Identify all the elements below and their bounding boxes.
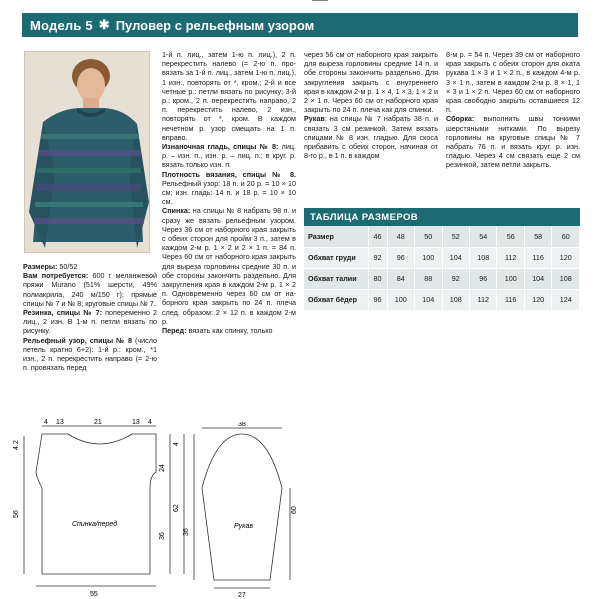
- sizes-value: 50/52: [57, 262, 78, 271]
- size-cell: 58: [524, 226, 551, 247]
- materials-paragraph: [23, 271, 157, 308]
- sleeves-label: Рукав: [304, 114, 325, 124]
- size-cell: 100: [497, 268, 524, 289]
- purl-value: лиц. р. – изн. п., изн. р. – лиц. п.; в круг. р. вязать только изн. п.: [162, 142, 296, 170]
- dim-right-36: 36: [159, 532, 166, 540]
- size-row-label: Размер: [304, 226, 368, 247]
- size-cell: 120: [552, 247, 580, 268]
- dim-top-21: 21: [94, 419, 102, 426]
- purl-label: Изнаночная гладь, спицы № 8:: [162, 142, 279, 152]
- size-cell: 54: [469, 226, 496, 247]
- size-cell: 92: [442, 268, 469, 289]
- text-column-3: [304, 50, 438, 160]
- size-cell: 60: [552, 226, 580, 247]
- gauge-value: Рельефный узор: 18 п. и 20 р. = 10 × 10 см; изн. гладь: 14 п. и 18 р. = 10 × 10 см.: [162, 178, 296, 207]
- dim-sleeve-36: 36: [183, 528, 190, 536]
- relief-continued: 1-й п. лиц., затем 1-ю п. лиц.), 2 п. перекрестить налево (= 2-ю п. провязать за 1-й п. лиц., затем 1-ю п. лиц.), 1 изн., повторять от *, кром.; 2-й и все четные р.: петли вязать по рисунку; 3-й р.: кром., 2 п. перекрестить направо, 2 п. перекрестить налево, 2 изн., повторять от *, кром. В каждом нечетном р. узор смещать на 1 п. вправо.: [162, 50, 296, 142]
- size-cell: 108: [469, 247, 496, 268]
- dim-right-4: 4: [173, 442, 180, 446]
- back-paragraph: [162, 206, 296, 326]
- text-column-1: [23, 262, 157, 372]
- front-continued: через 56 см от наборного края закрыть для выреза горловины средние 14 п. и обе стороны закончить раздельно. Для закругления закрыть с внутреннего края в каждом 2-м р. 1 × 4, 1 × 3, 1 × 2 и 2 × 1 п. Через 60 см от наборного края закрыть по 24 п. плеча как для спинки.: [304, 50, 438, 115]
- gauge-paragraph: [162, 170, 296, 207]
- size-cell: 96: [368, 289, 387, 310]
- model-photo: [24, 51, 150, 253]
- relief-value: (число петель кратно 6+2): 1-й р.: кром., *1 изн., 2 п. перекрестить направо (= 2-ю п. провязать перед: [23, 335, 157, 373]
- dim-top-13b: 13: [132, 419, 140, 426]
- model-number: Модель 5: [30, 17, 93, 33]
- relief-paragraph: [23, 336, 157, 373]
- materials-value: 600 г меланжевой пряжи Murano (51% шерсти, 49% полиакрила, 240 м/150 г); прямые спицы № 7 и № 8; круговые спицы № 7.: [23, 271, 157, 308]
- size-table: [304, 226, 580, 311]
- size-cell: 96: [387, 247, 414, 268]
- assembly-value: выполнить швы тонкими шерстяными нитками. По вырезу горловины на круговые спицы № 7 набрать 76 п. и вязать круг. р. изн. гладью. Через 4 см связать еще 2 см резинкой, затем петли закрыть.: [446, 114, 580, 170]
- size-cell: 88: [415, 268, 442, 289]
- gauge-label: Плотность вязания, спицы № 8.: [162, 169, 296, 179]
- size-cell: 100: [387, 289, 414, 310]
- size-cell: 104: [442, 247, 469, 268]
- size-cell: 116: [524, 247, 551, 268]
- sizes-paragraph: [23, 262, 157, 271]
- size-table-row: [304, 268, 580, 289]
- dim-sleeve-60: 60: [291, 506, 298, 514]
- front-paragraph: [162, 326, 296, 335]
- size-cell: 116: [497, 289, 524, 310]
- dim-top-left: 4: [44, 419, 48, 426]
- size-cell: 96: [469, 268, 496, 289]
- size-table-row: [304, 289, 580, 310]
- rib-paragraph: [23, 308, 157, 336]
- size-cell: 124: [552, 289, 580, 310]
- purl-paragraph: [162, 142, 296, 170]
- size-cell: 46: [368, 226, 387, 247]
- front-label: Перед:: [162, 326, 187, 336]
- size-cell: 108: [442, 289, 469, 310]
- size-row-label: Обхват груди: [304, 247, 368, 268]
- size-cell: 52: [442, 226, 469, 247]
- size-row-label: Обхват бёдер: [304, 289, 368, 310]
- dim-top-13a: 13: [56, 419, 64, 426]
- sleeves-value: : на спицы № 7 набрать 38 п. и связать 3 см резинкой. Затем вязать спицами № 8 изн. гладью. Для скоса прибавить с обеих сторон, начиная от 8-го р., в 1 п. в каждом: [304, 114, 438, 161]
- size-cell: 108: [552, 268, 580, 289]
- size-cell: 104: [524, 268, 551, 289]
- front-back-label: Спинка/перед: [72, 521, 118, 528]
- sleeves-paragraph: [304, 114, 438, 160]
- text-column-4: [446, 50, 580, 170]
- assembly-label: Сборка:: [446, 114, 475, 124]
- star-icon: ✱: [98, 17, 110, 32]
- dim-bottom-55: 55: [90, 591, 98, 598]
- size-table-title: ТАБЛИЦА РАЗМЕРОВ: [304, 208, 580, 226]
- size-table-row: [304, 247, 580, 268]
- sleeve-label: Рукав: [234, 523, 254, 530]
- size-cell: 92: [368, 247, 387, 268]
- rib-value: попеременно 2 лиц., 2 изн. В 1-м п. петли вязать по рисунку.: [23, 308, 157, 336]
- size-cell: 112: [497, 247, 524, 268]
- back-value: на спицы № 8 набрать 98 п. и сразу же вязать рельефным узором. Через 36 см от наборного края закрыть с обеих сторон для пройм 3 п., затем в каждом 2-м р. 1 × 2 и 2 × 1 п. = 84 п. Через 60 см от наборного края закрыть для выреза горловины средние 30 п. и обе стороны закончить раздельно. Для закругления края в каждом 2-м р. 1 × 2 п. Одновременно через 60 см от наборного края закрыть по 24 п. плеча след. образом: 2 × 12 п. в каждом 2-м р.: [162, 206, 296, 326]
- back-label: Спинка:: [162, 206, 191, 216]
- sleeves-continued: 8-м р. = 54 п. Через 39 см от наборного края закрыть с обеих сторон для оката рукава 1 × 3 и 1 × 2 п., в каждом 4-м р. 3 × 1 п., затем в каждом 2-м р. 8 × 1, 1 × 3 и 1 × 2 п. Через 60 см от наборного края свободно закрыть оставшиеся 12 п.: [446, 50, 580, 115]
- dim-sleeve-27: 27: [238, 592, 246, 598]
- size-row-label: Обхват талии: [304, 268, 368, 289]
- top-page-fragment: [312, 0, 328, 4]
- size-cell: 84: [387, 268, 414, 289]
- dim-right-24: 24: [159, 464, 166, 472]
- page-title: Пуловер с рельефным узором: [115, 17, 315, 33]
- sweater-model-illustration: [25, 52, 150, 253]
- dim-right-62: 62: [173, 504, 180, 512]
- title-bar: [22, 13, 578, 37]
- size-table-row: [304, 226, 580, 247]
- size-cell: 48: [387, 226, 414, 247]
- size-cell: 100: [415, 247, 442, 268]
- dim-left-56: 56: [13, 510, 20, 518]
- dim-sleeve-38: 38: [238, 422, 246, 428]
- size-cell: 120: [524, 289, 551, 310]
- size-cell: 112: [469, 289, 496, 310]
- assembly-paragraph: [446, 114, 580, 169]
- dim-top-right: 4: [148, 419, 152, 426]
- sizes-label: Размеры:: [23, 262, 58, 271]
- front-value: вязать как спинку, только: [186, 326, 273, 336]
- dim-left-42: 4.2: [13, 440, 20, 450]
- size-cell: 80: [368, 268, 387, 289]
- rib-label: Резинка, спицы № 7:: [23, 308, 102, 318]
- sleeve-diagram: [182, 422, 302, 598]
- size-cell: 56: [497, 226, 524, 247]
- materials-label: Вам потребуется:: [23, 271, 89, 281]
- text-column-2: [162, 50, 296, 335]
- size-cell: 50: [415, 226, 442, 247]
- front-back-diagram: [10, 418, 190, 598]
- size-cell: 104: [415, 289, 442, 310]
- relief-label: Рельефный узор, спицы № 8: [23, 335, 132, 345]
